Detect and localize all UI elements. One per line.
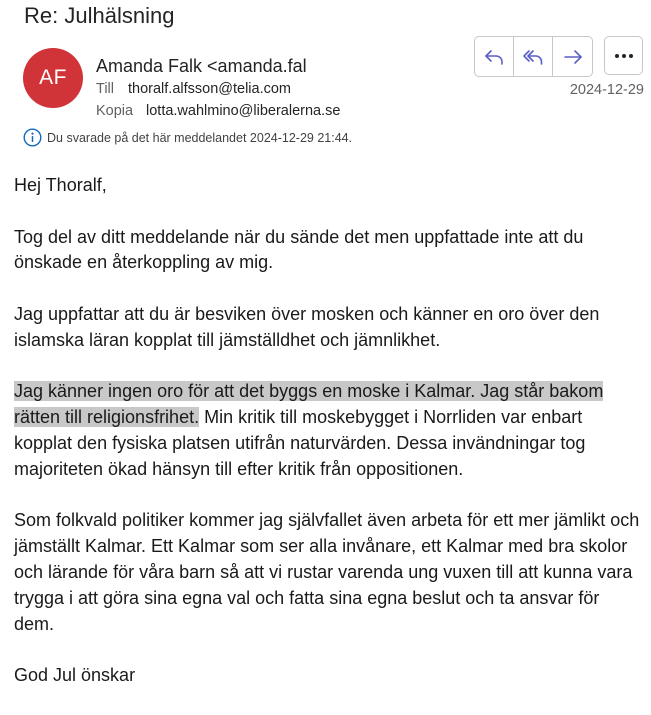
highlighted-text: Jag känner ingen oro för att det byggs en moske i Kalmar. Jag står bakom rätten till religionsfrihet. (14, 381, 604, 428)
body-paragraph: Som folkvald politiker kommer jag självfallet även arbeta för ett mer jämlikt och jämställt Kalmar. Ett Kalmar som ser alla invånare, ett Kalmar med bra skolor och lärande för våra barn så att vi rustar varenda ung vuxen till att kunna vara trygga i att göra sina egna val och fatta sina egna beslut och ta ansvar för dem. (14, 510, 640, 634)
body-greeting: Hej Thoralf, (14, 175, 107, 195)
cc-row (96, 103, 340, 119)
replied-info-text: Du svarade på det här meddelandet 2024-12-29 21:44. (47, 130, 353, 145)
body-paragraph (14, 379, 644, 482)
reply-all-button[interactable] (514, 37, 553, 76)
reply-all-icon (522, 46, 544, 68)
email-subject: Re: Julhälsning (24, 3, 175, 28)
reply-icon (483, 46, 505, 68)
to-label: Till (96, 81, 114, 97)
email-body (14, 173, 644, 715)
replied-info-bar (23, 128, 352, 147)
to-row (96, 81, 291, 97)
email-date: 2024-12-29 (569, 82, 644, 98)
info-icon (23, 128, 42, 147)
more-icon (613, 53, 635, 59)
body-paragraph: Jag uppfattar att du är besviken över mosken och känner en oro över den islamska läran kopplat till jämställdhet och jämnlikhet. (14, 303, 600, 350)
avatar[interactable] (23, 48, 83, 108)
body-paragraph: Tog del av ditt meddelande när du sände det men uppfattade inte att du önskade en återkoppling av mig. (14, 226, 584, 273)
to-recipient[interactable]: thoralf.alfsson@telia.com (128, 81, 292, 97)
reply-button[interactable] (475, 37, 514, 76)
sender-name[interactable]: Amanda Falk <amanda.fal (96, 56, 307, 76)
forward-button[interactable] (553, 37, 592, 76)
more-actions-button[interactable] (604, 36, 643, 75)
body-closing: God Jul önskar (14, 665, 136, 686)
reply-actions-group (474, 36, 593, 77)
cc-recipient[interactable]: lotta.wahlmino@liberalerna.se (146, 103, 341, 119)
body-text-span: Min kritik till moskebygget i Norrliden var enbart kopplat den fysiska platsen utifrån naturvärden. Dessa invändningar tog majoriteten ökad hänsyn till efter kritik från oppositionen. (14, 407, 586, 479)
avatar-initials: AF (39, 66, 67, 89)
forward-icon (562, 46, 584, 68)
cc-label: Kopia (96, 103, 134, 119)
